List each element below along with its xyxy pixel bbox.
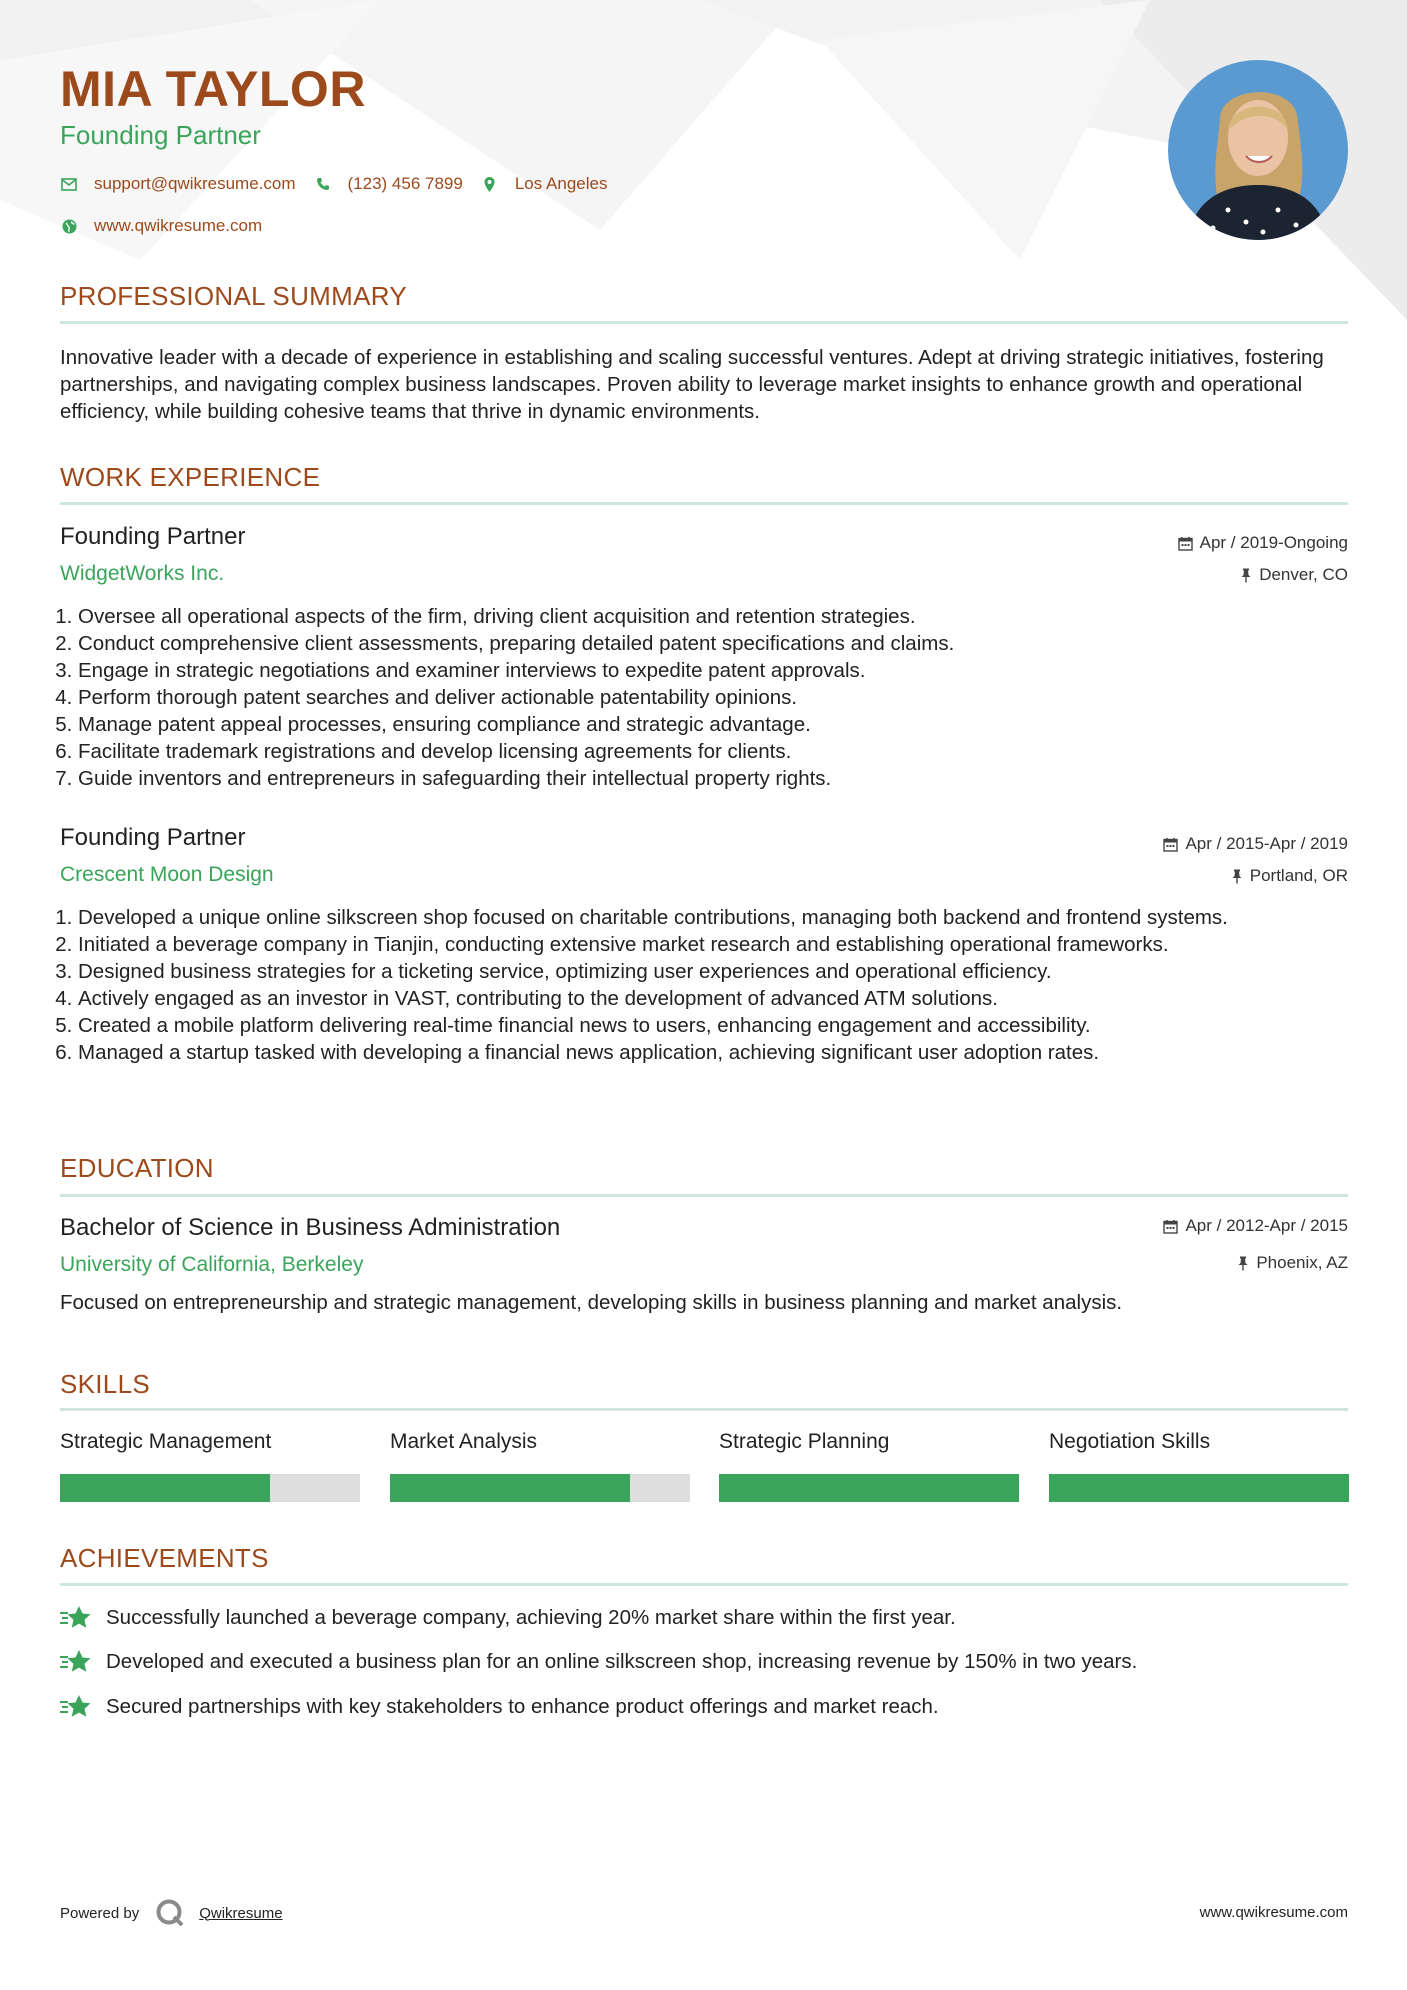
star-badge-icon (60, 1649, 92, 1675)
list-item: 3. Designed business strategies for a ticketing service, optimizing user experiences and operational efficiency. (78, 958, 1366, 985)
list-item: 1. Oversee all operational aspects of the firm, driving client acquisition and retention strategies. (78, 603, 1366, 630)
list-item: 4. Perform thorough patent searches and deliver actionable patentability opinions. (78, 684, 1366, 711)
footer-website[interactable]: www.qwikresume.com (1199, 1904, 1348, 1921)
avatar (1168, 60, 1348, 240)
calendar-icon (1178, 536, 1193, 551)
job-1-bullets (60, 603, 1366, 792)
contact-row-2 (60, 216, 280, 236)
map-pin-icon (481, 175, 499, 193)
job-2-title: Founding Partner (60, 824, 246, 851)
achievement-item (60, 1605, 956, 1631)
calendar-icon (1163, 1219, 1178, 1234)
skill-label: Market Analysis (390, 1430, 538, 1453)
job-1-company: WidgetWorks Inc. (60, 562, 225, 585)
qwikresume-logo-icon (155, 1898, 185, 1928)
pushpin-icon (1240, 568, 1252, 583)
skill-bar-fill (719, 1474, 1019, 1502)
skill-label: Strategic Management (60, 1430, 272, 1453)
list-item: 3. Engage in strategic negotiations and examiner interviews to expedite patent approvals. (78, 657, 1366, 684)
job-2-dates-text: Apr / 2015-Apr / 2019 (1185, 834, 1348, 853)
skill-bar (60, 1474, 360, 1502)
website-text: www.qwikresume.com (94, 216, 263, 235)
skill-item (1049, 1430, 1349, 1502)
list-item: 7. Guide inventors and entrepreneurs in safeguarding their intellectual property rights. (78, 765, 1366, 792)
skill-bar-fill (390, 1474, 630, 1502)
contact-row-1 (60, 174, 625, 194)
job-1-dates (1178, 533, 1348, 553)
skill-label: Negotiation Skills (1049, 1430, 1211, 1453)
qwikresume-link[interactable]: Qwikresume (199, 1904, 283, 1922)
contact-website[interactable] (60, 216, 262, 236)
job-2-bullets (60, 904, 1366, 1066)
achievement-item (60, 1649, 1137, 1675)
achievement-item (60, 1694, 939, 1720)
candidate-title: Founding Partner (60, 120, 261, 150)
job-1-location-text: Denver, CO (1259, 565, 1348, 584)
list-item: 6. Managed a startup tasked with developing a financial news application, achieving significant user adoption rates. (78, 1039, 1366, 1066)
school-name: University of California, Berkeley (60, 1253, 364, 1276)
skill-bar-fill (60, 1474, 270, 1502)
summary-heading: PROFESSIONAL SUMMARY (60, 281, 407, 311)
summary-divider (60, 321, 1348, 324)
contact-location (481, 174, 608, 194)
list-item: 2. Initiated a beverage company in Tianjin, conducting extensive market research and establishing operational frameworks. (78, 931, 1366, 958)
achievements-divider (60, 1583, 1348, 1586)
calendar-icon (1163, 837, 1178, 852)
star-badge-icon (60, 1605, 92, 1631)
education-heading: EDUCATION (60, 1153, 214, 1183)
location-text: Los Angeles (514, 174, 608, 193)
contact-phone[interactable] (314, 174, 463, 194)
achievements-heading: ACHIEVEMENTS (60, 1543, 269, 1573)
job-1-location (1240, 565, 1348, 585)
phone-icon (314, 175, 332, 193)
list-item: 4. Actively engaged as an investor in VAST, contributing to the development of advanced ATM solutions. (78, 985, 1366, 1012)
education-dates (1163, 1216, 1348, 1236)
job-1-title: Founding Partner (60, 523, 246, 550)
job-2-dates (1163, 834, 1348, 854)
email-text: support@qwikresume.com (94, 174, 296, 193)
skill-bar (719, 1474, 1019, 1502)
skill-bar (1049, 1474, 1349, 1502)
list-item: 5. Created a mobile platform delivering real-time financial news to users, enhancing engagement and accessibility. (78, 1012, 1366, 1039)
list-item: 6. Facilitate trademark registrations and develop licensing agreements for clients. (78, 738, 1366, 765)
job-1-dates-text: Apr / 2019-Ongoing (1199, 533, 1348, 552)
skill-bar (390, 1474, 690, 1502)
experience-heading: WORK EXPERIENCE (60, 462, 321, 492)
skill-item (60, 1430, 360, 1502)
summary-text: Innovative leader with a decade of experience in establishing and scaling successful ventures. Adept at driving strategic initiatives, fostering partnerships, and navigating complex business landscapes. Proven ability to leverage market insights to enhance growth and operational efficiency, while building cohesive teams that thrive in dynamic environments. (60, 346, 1324, 423)
pushpin-icon (1231, 869, 1243, 884)
skill-item (719, 1430, 1019, 1502)
achievement-text: Successfully launched a beverage company, achieving 20% market share within the first year. (106, 1606, 956, 1629)
envelope-icon (60, 175, 78, 193)
education-location (1237, 1253, 1348, 1273)
powered-by-label: Powered by (60, 1904, 140, 1922)
degree-title: Bachelor of Science in Business Administration (60, 1214, 561, 1241)
achievement-text: Developed and executed a business plan for an online silkscreen shop, increasing revenue by 150% in two years. (106, 1650, 1138, 1673)
education-description: Focused on entrepreneurship and strategic management, developing skills in business planning and market analysis. (60, 1291, 1123, 1314)
candidate-name: MIA TAYLOR (60, 61, 366, 117)
list-item: 2. Conduct comprehensive client assessments, preparing detailed patent specifications and claims. (78, 630, 1366, 657)
skills-heading: SKILLS (60, 1369, 150, 1399)
skills-divider (60, 1408, 1348, 1411)
list-item: 5. Manage patent appeal processes, ensuring compliance and strategic advantage. (78, 711, 1366, 738)
education-location-text: Phoenix, AZ (1256, 1253, 1348, 1272)
pushpin-icon (1237, 1256, 1249, 1271)
experience-divider (60, 502, 1348, 505)
powered-by (60, 1898, 283, 1928)
job-2-location-text: Portland, OR (1249, 866, 1348, 885)
phone-text: (123) 456 7899 (347, 174, 463, 193)
skill-label: Strategic Planning (719, 1430, 890, 1453)
achievement-text: Secured partnerships with key stakeholders to enhance product offerings and market reach. (106, 1695, 939, 1718)
star-badge-icon (60, 1694, 92, 1720)
education-dates-text: Apr / 2012-Apr / 2015 (1185, 1216, 1348, 1235)
globe-icon (60, 217, 78, 235)
job-2-location (1231, 866, 1348, 886)
job-2-company: Crescent Moon Design (60, 863, 274, 886)
list-item: 1. Developed a unique online silkscreen shop focused on charitable contributions, managing both backend and frontend systems. (78, 904, 1366, 931)
skill-bar-fill (1049, 1474, 1349, 1502)
contact-email[interactable] (60, 174, 296, 194)
education-divider (60, 1194, 1348, 1197)
skill-item (390, 1430, 690, 1502)
